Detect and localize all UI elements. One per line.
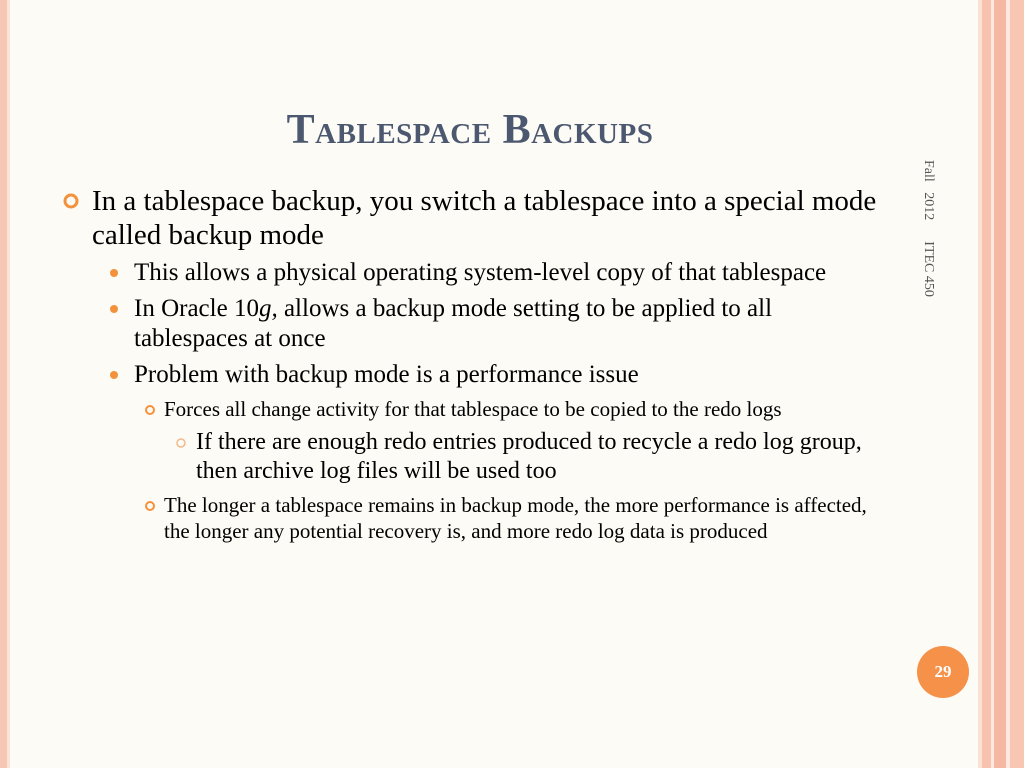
bullet-text: If there are enough redo entries produced to recycle a redo log group, then archive log files will be used too (196, 429, 862, 484)
ring-bullet-icon (144, 500, 156, 512)
side-label: Fall 2012 ITEC 450 (921, 160, 936, 297)
slide-title: Tablespace Backups (286, 107, 654, 153)
bullet-text: The longer a tablespace remains in backup mode, the more performance is affected, the longer any potential recovery is, and more redo log data is produced (164, 493, 867, 543)
bullet-text-italic: g, (258, 295, 278, 322)
ring-bullet-icon (175, 437, 187, 449)
bullet-text: Problem with backup mode is a performance issue (134, 361, 639, 388)
ring-bullet-icon (62, 192, 80, 210)
dot-bullet-icon (110, 269, 118, 277)
bullet-text: Forces all change activity for that tablespace to be copied to the redo logs (164, 397, 782, 421)
bullet-text: This allows a physical operating system-level copy of that tablespace (134, 259, 827, 286)
bullet-level2 (62, 294, 882, 354)
slide-content (62, 184, 882, 544)
bullet-level1 (62, 184, 882, 252)
dot-bullet-icon (110, 305, 118, 313)
page-number-badge: 29 (917, 646, 969, 698)
bullet-level2 (62, 258, 882, 288)
bullet-text-part: allows a backup mode setting to be applied to all tablespaces at once (134, 295, 773, 352)
right-border-stripe (1010, 0, 1024, 768)
bullet-level4 (62, 428, 882, 486)
bullet-text: In a tablespace backup, you switch a tablespace into a special mode called backup mode (92, 185, 877, 251)
bullet-level3 (62, 396, 882, 422)
dot-bullet-icon (110, 371, 118, 379)
bullet-text-part: In Oracle 10 (134, 295, 259, 322)
bullet-level2 (62, 360, 882, 390)
right-border-stripe (994, 0, 1006, 768)
right-border-stripe (982, 0, 991, 768)
bullet-level3 (62, 492, 882, 544)
ring-bullet-icon (144, 404, 156, 416)
